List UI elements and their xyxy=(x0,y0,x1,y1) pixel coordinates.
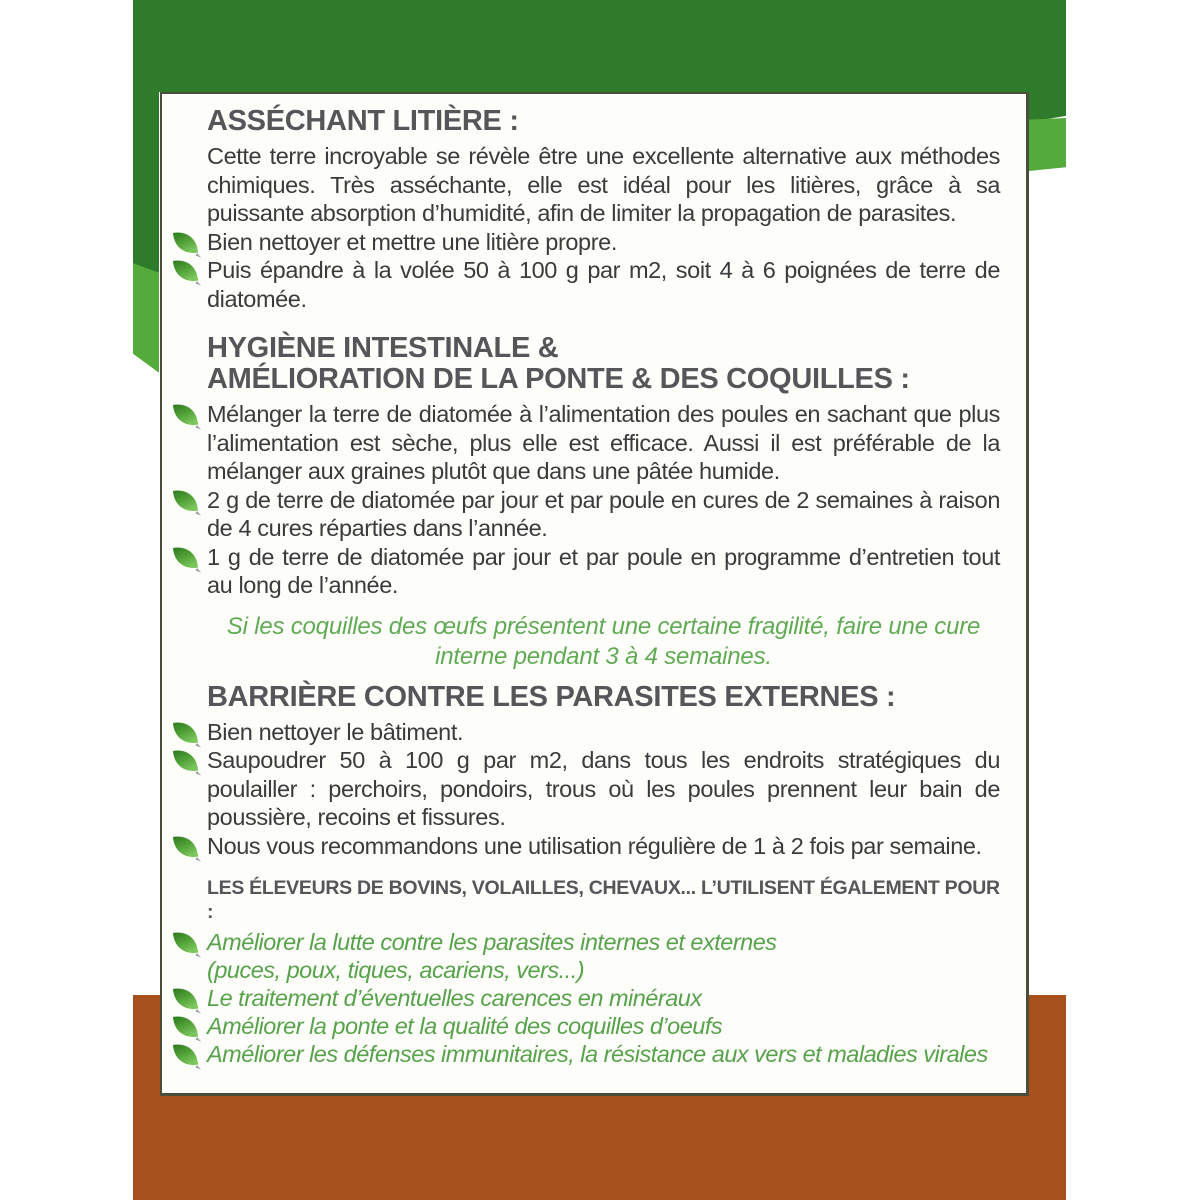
green-benefit-text: Améliorer la lutte contre les parasites internes et externes xyxy=(207,929,777,955)
green-benefit-text: Le traitement d’éventuelles carences en minéraux xyxy=(207,985,702,1011)
bullet-text: Bien nettoyer le bâtiment. xyxy=(207,718,464,745)
green-benefit-continuation: (puces, poux, tiques, acariens, vers...) xyxy=(207,957,585,983)
leaf-icon xyxy=(170,720,201,748)
bullet-item xyxy=(207,746,1000,832)
section-heading-hygiene-line2: AMÉLIORATION DE LA PONTE & DES COQUILLES : xyxy=(207,363,910,395)
leaf-icon xyxy=(170,230,201,258)
leaf-icon xyxy=(170,488,201,516)
bullet-item xyxy=(207,928,1000,956)
right-accent-light-green xyxy=(1029,118,1066,171)
leaf-icon xyxy=(170,258,201,286)
bullet-text: Nous vous recommandons une utilisation régulière de 1 à 2 fois par semaine. xyxy=(207,832,982,859)
section-heading-barriere: BARRIÈRE CONTRE LES PARASITES EXTERNES : xyxy=(207,680,896,713)
leaf-icon xyxy=(170,986,201,1014)
bullet-item xyxy=(207,832,1000,861)
bullet-item xyxy=(207,984,1000,1012)
left-accent-dark-green xyxy=(133,0,159,273)
bullet-item xyxy=(207,543,1000,600)
green-benefit-text: Améliorer les défenses immunitaires, la résistance aux vers et maladies virales xyxy=(207,1041,988,1067)
leaf-icon xyxy=(170,930,201,958)
bullet-text: Saupoudrer 50 à 100 g par m2, dans tous les endroits stratégiques du poulailler : perchoirs, pondoirs, trous où les poules prennent leur bain de poussière, recoins et fissures. xyxy=(207,747,1000,830)
bullet-text: Bien nettoyer et mettre une litière propre. xyxy=(207,228,617,255)
leaf-icon xyxy=(170,748,201,776)
section-heading-hygiene-line1: HYGIÈNE INTESTINALE & xyxy=(207,332,559,364)
bullet-text: 1 g de terre de diatomée par jour et par poule en programme d’entretien tout au long de l’année. xyxy=(207,543,1000,598)
bullet-item xyxy=(207,228,1000,257)
leaf-icon xyxy=(170,834,201,862)
bullet-item xyxy=(207,256,1000,313)
bullet-text: Puis épandre à la volée 50 à 100 g par m2, soit 4 à 6 poignées de terre de diatomée. xyxy=(207,257,1000,312)
bullet-text: Mélanger la terre de diatomée à l’alimentation des poules en sachant que plus l’alimentation est sèche, plus elle est efficace. Aussi il est préférable de la mélanger aux graines plutôt que dans une pâtée humide. xyxy=(207,401,1000,484)
eggshell-cure-note: Si les coquilles des œufs présentent une certaine fragilité, faire une cure interne pendant 3 à 4 semaines. xyxy=(226,612,981,670)
assechant-intro-paragraph: Cette terre incroyable se révèle être une excellente alternative aux méthodes chimiques. Très asséchante, elle est idéal pour les litières, grâce à sa puissante absorption d’humidité, afin de limiter la propagation de parasites. xyxy=(207,143,1000,226)
leaf-icon xyxy=(170,402,201,430)
left-accent-light-green xyxy=(133,263,159,375)
right-accent-dark-green xyxy=(1029,0,1066,122)
bullet-item xyxy=(207,486,1000,543)
bullet-item xyxy=(207,400,1000,486)
top-green-band xyxy=(133,0,1066,92)
bullet-text: 2 g de terre de diatomée par jour et par poule en cures de 2 semaines à raison de 4 cures réparties dans l’année. xyxy=(207,486,1000,541)
green-benefit-text: Améliorer la ponte et la qualité des coquilles d’oeufs xyxy=(207,1013,723,1039)
section-heading-eleveurs: LES ÉLEVEURS DE BOVINS, VOLAILLES, CHEVAUX... L’UTILISENT ÉGALEMENT POUR : xyxy=(207,877,1000,923)
leaf-icon xyxy=(170,545,201,573)
leaf-icon xyxy=(170,1042,201,1070)
bullet-item xyxy=(207,718,1000,747)
section-heading-assechant-litiere: ASSÉCHANT LITIÈRE : xyxy=(207,105,519,137)
info-card xyxy=(160,92,1029,1096)
bullet-item xyxy=(207,1012,1000,1040)
leaf-icon xyxy=(170,1014,201,1042)
bullet-item xyxy=(207,1040,1000,1068)
